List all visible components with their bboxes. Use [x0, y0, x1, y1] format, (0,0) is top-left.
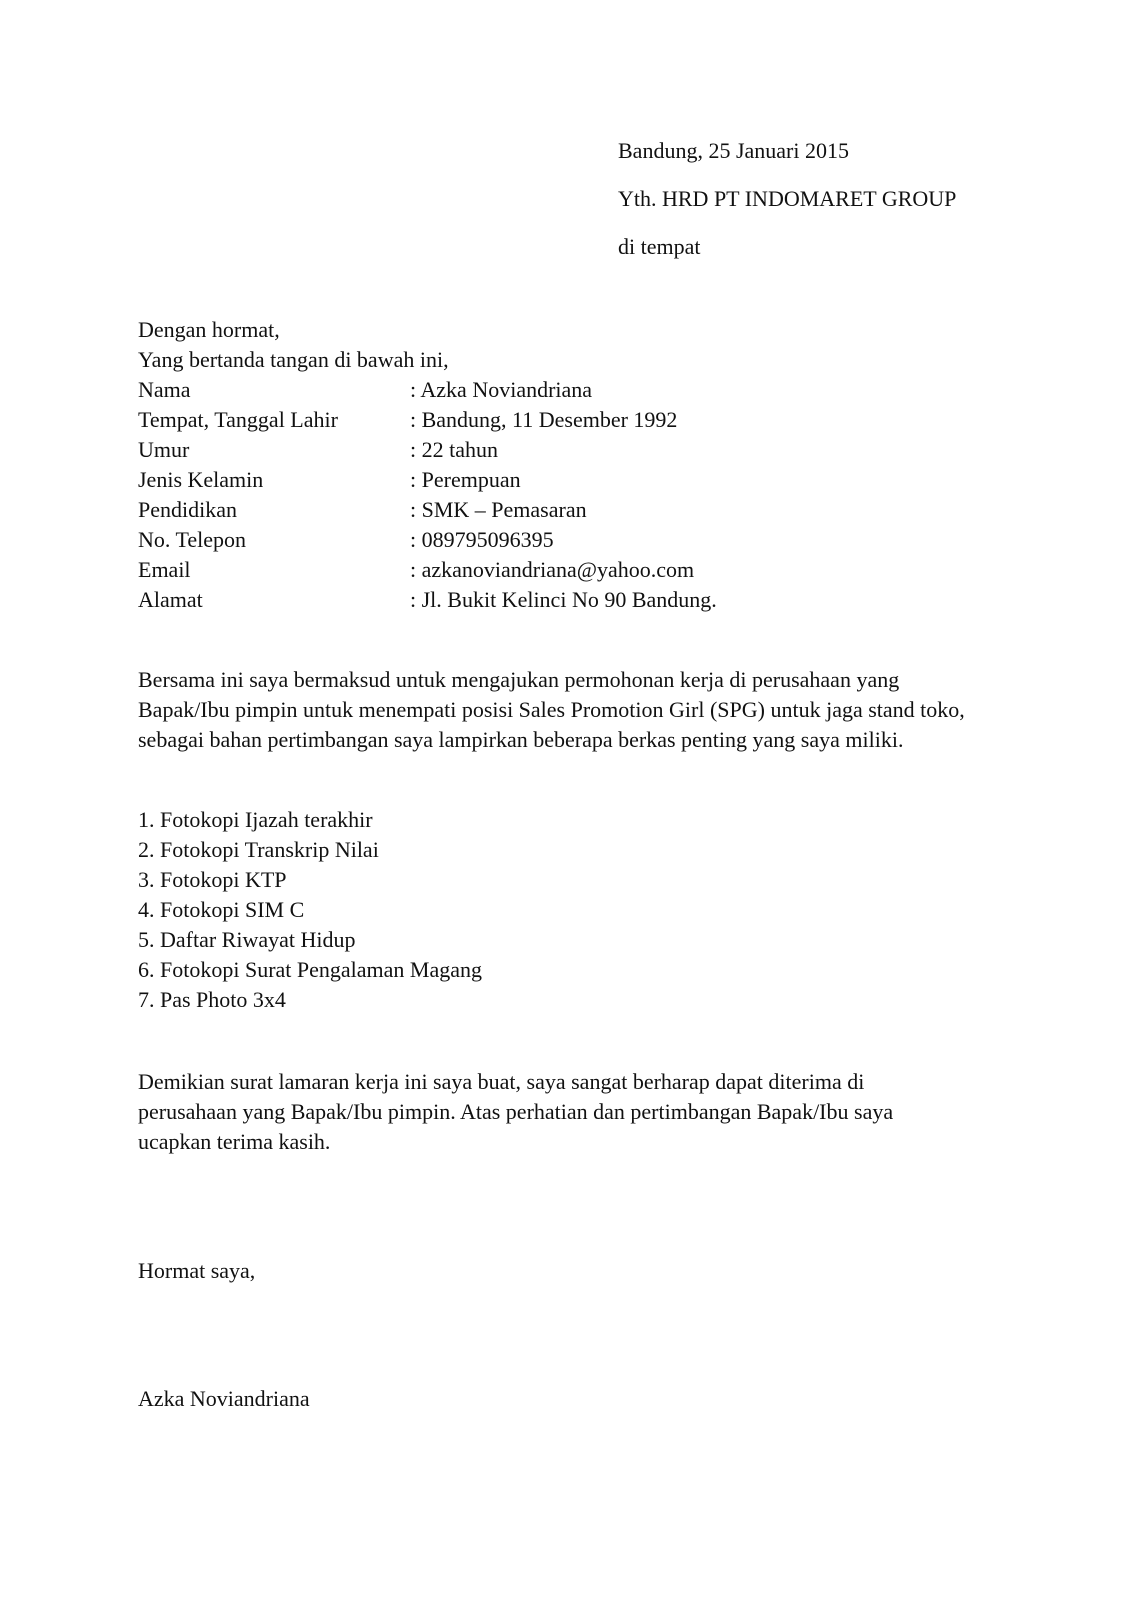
identity-row-alamat — [138, 585, 717, 615]
identity-label: No. Telepon — [138, 527, 247, 552]
paragraph-line: perusahaan yang Bapak/Ibu pimpin. Atas perhatian dan pertimbangan Bapak/Ibu saya — [138, 1099, 894, 1124]
identity-row-ttl — [138, 405, 717, 435]
opening-block — [138, 315, 449, 375]
identity-value: : Jl. Bukit Kelinci No 90 Bandung. — [410, 587, 717, 612]
closing-salutation: Hormat saya, — [138, 1258, 256, 1283]
identity-value: : SMK – Pemasaran — [410, 497, 587, 522]
paragraph-line: sebagai bahan pertimbangan saya lampirkan beberapa berkas penting yang saya miliki. — [138, 727, 904, 752]
attachment-item: 5. Daftar Riwayat Hidup — [138, 927, 356, 952]
identity-label: Email — [138, 557, 191, 582]
paragraph-line: Bersama ini saya bermaksud untuk mengajukan permohonan kerja di perusahaan yang — [138, 667, 900, 692]
identity-row-jenis-kelamin — [138, 465, 717, 495]
identity-value: : 22 tahun — [410, 437, 498, 462]
identity-row-pendidikan — [138, 495, 717, 525]
paragraph-line: ucapkan terima kasih. — [138, 1129, 331, 1154]
identity-label: Nama — [138, 377, 191, 402]
date-line: Bandung, 25 Januari 2015 — [618, 138, 849, 163]
attachment-item: 2. Fotokopi Transkrip Nilai — [138, 837, 379, 862]
identity-label: Alamat — [138, 587, 203, 612]
signature-name: Azka Noviandriana — [138, 1386, 310, 1411]
identity-row-umur — [138, 435, 717, 465]
identity-label: Tempat, Tanggal Lahir — [138, 407, 338, 432]
recipient-block — [618, 136, 956, 280]
identity-table — [138, 375, 717, 615]
application-paragraph — [138, 665, 1018, 755]
identity-label: Jenis Kelamin — [138, 467, 264, 492]
identity-row-telepon — [138, 525, 717, 555]
identity-row-email — [138, 555, 717, 585]
attachment-item: 4. Fotokopi SIM C — [138, 897, 305, 922]
identity-label: Umur — [138, 437, 190, 462]
identity-value: : 089795096395 — [410, 527, 554, 552]
attachment-item: 7. Pas Photo 3x4 — [138, 987, 286, 1012]
attachment-item: 3. Fotokopi KTP — [138, 867, 287, 892]
attachment-item: 6. Fotokopi Surat Pengalaman Magang — [138, 957, 483, 982]
location-line: di tempat — [618, 234, 701, 259]
paragraph-line: Bapak/Ibu pimpin untuk menempati posisi Sales Promotion Girl (SPG) untuk jaga stand toko, — [138, 697, 965, 722]
identity-row-nama — [138, 375, 717, 405]
identity-value: : Azka Noviandriana — [410, 377, 593, 402]
attachment-list — [138, 805, 482, 1015]
identity-value: : azkanoviandriana@yahoo.com — [410, 557, 695, 582]
greeting: Dengan hormat, — [138, 317, 280, 342]
attachment-item: 1. Fotokopi Ijazah terakhir — [138, 807, 373, 832]
recipient-line: Yth. HRD PT INDOMARET GROUP — [618, 186, 957, 211]
identity-value: : Perempuan — [410, 467, 521, 492]
identity-value: : Bandung, 11 Desember 1992 — [410, 407, 678, 432]
paragraph-line: Demikian surat lamaran kerja ini saya buat, saya sangat berharap dapat diterima di — [138, 1069, 865, 1094]
identity-label: Pendidikan — [138, 497, 237, 522]
intro-line: Yang bertanda tangan di bawah ini, — [138, 347, 449, 372]
closing-paragraph — [138, 1067, 1018, 1157]
